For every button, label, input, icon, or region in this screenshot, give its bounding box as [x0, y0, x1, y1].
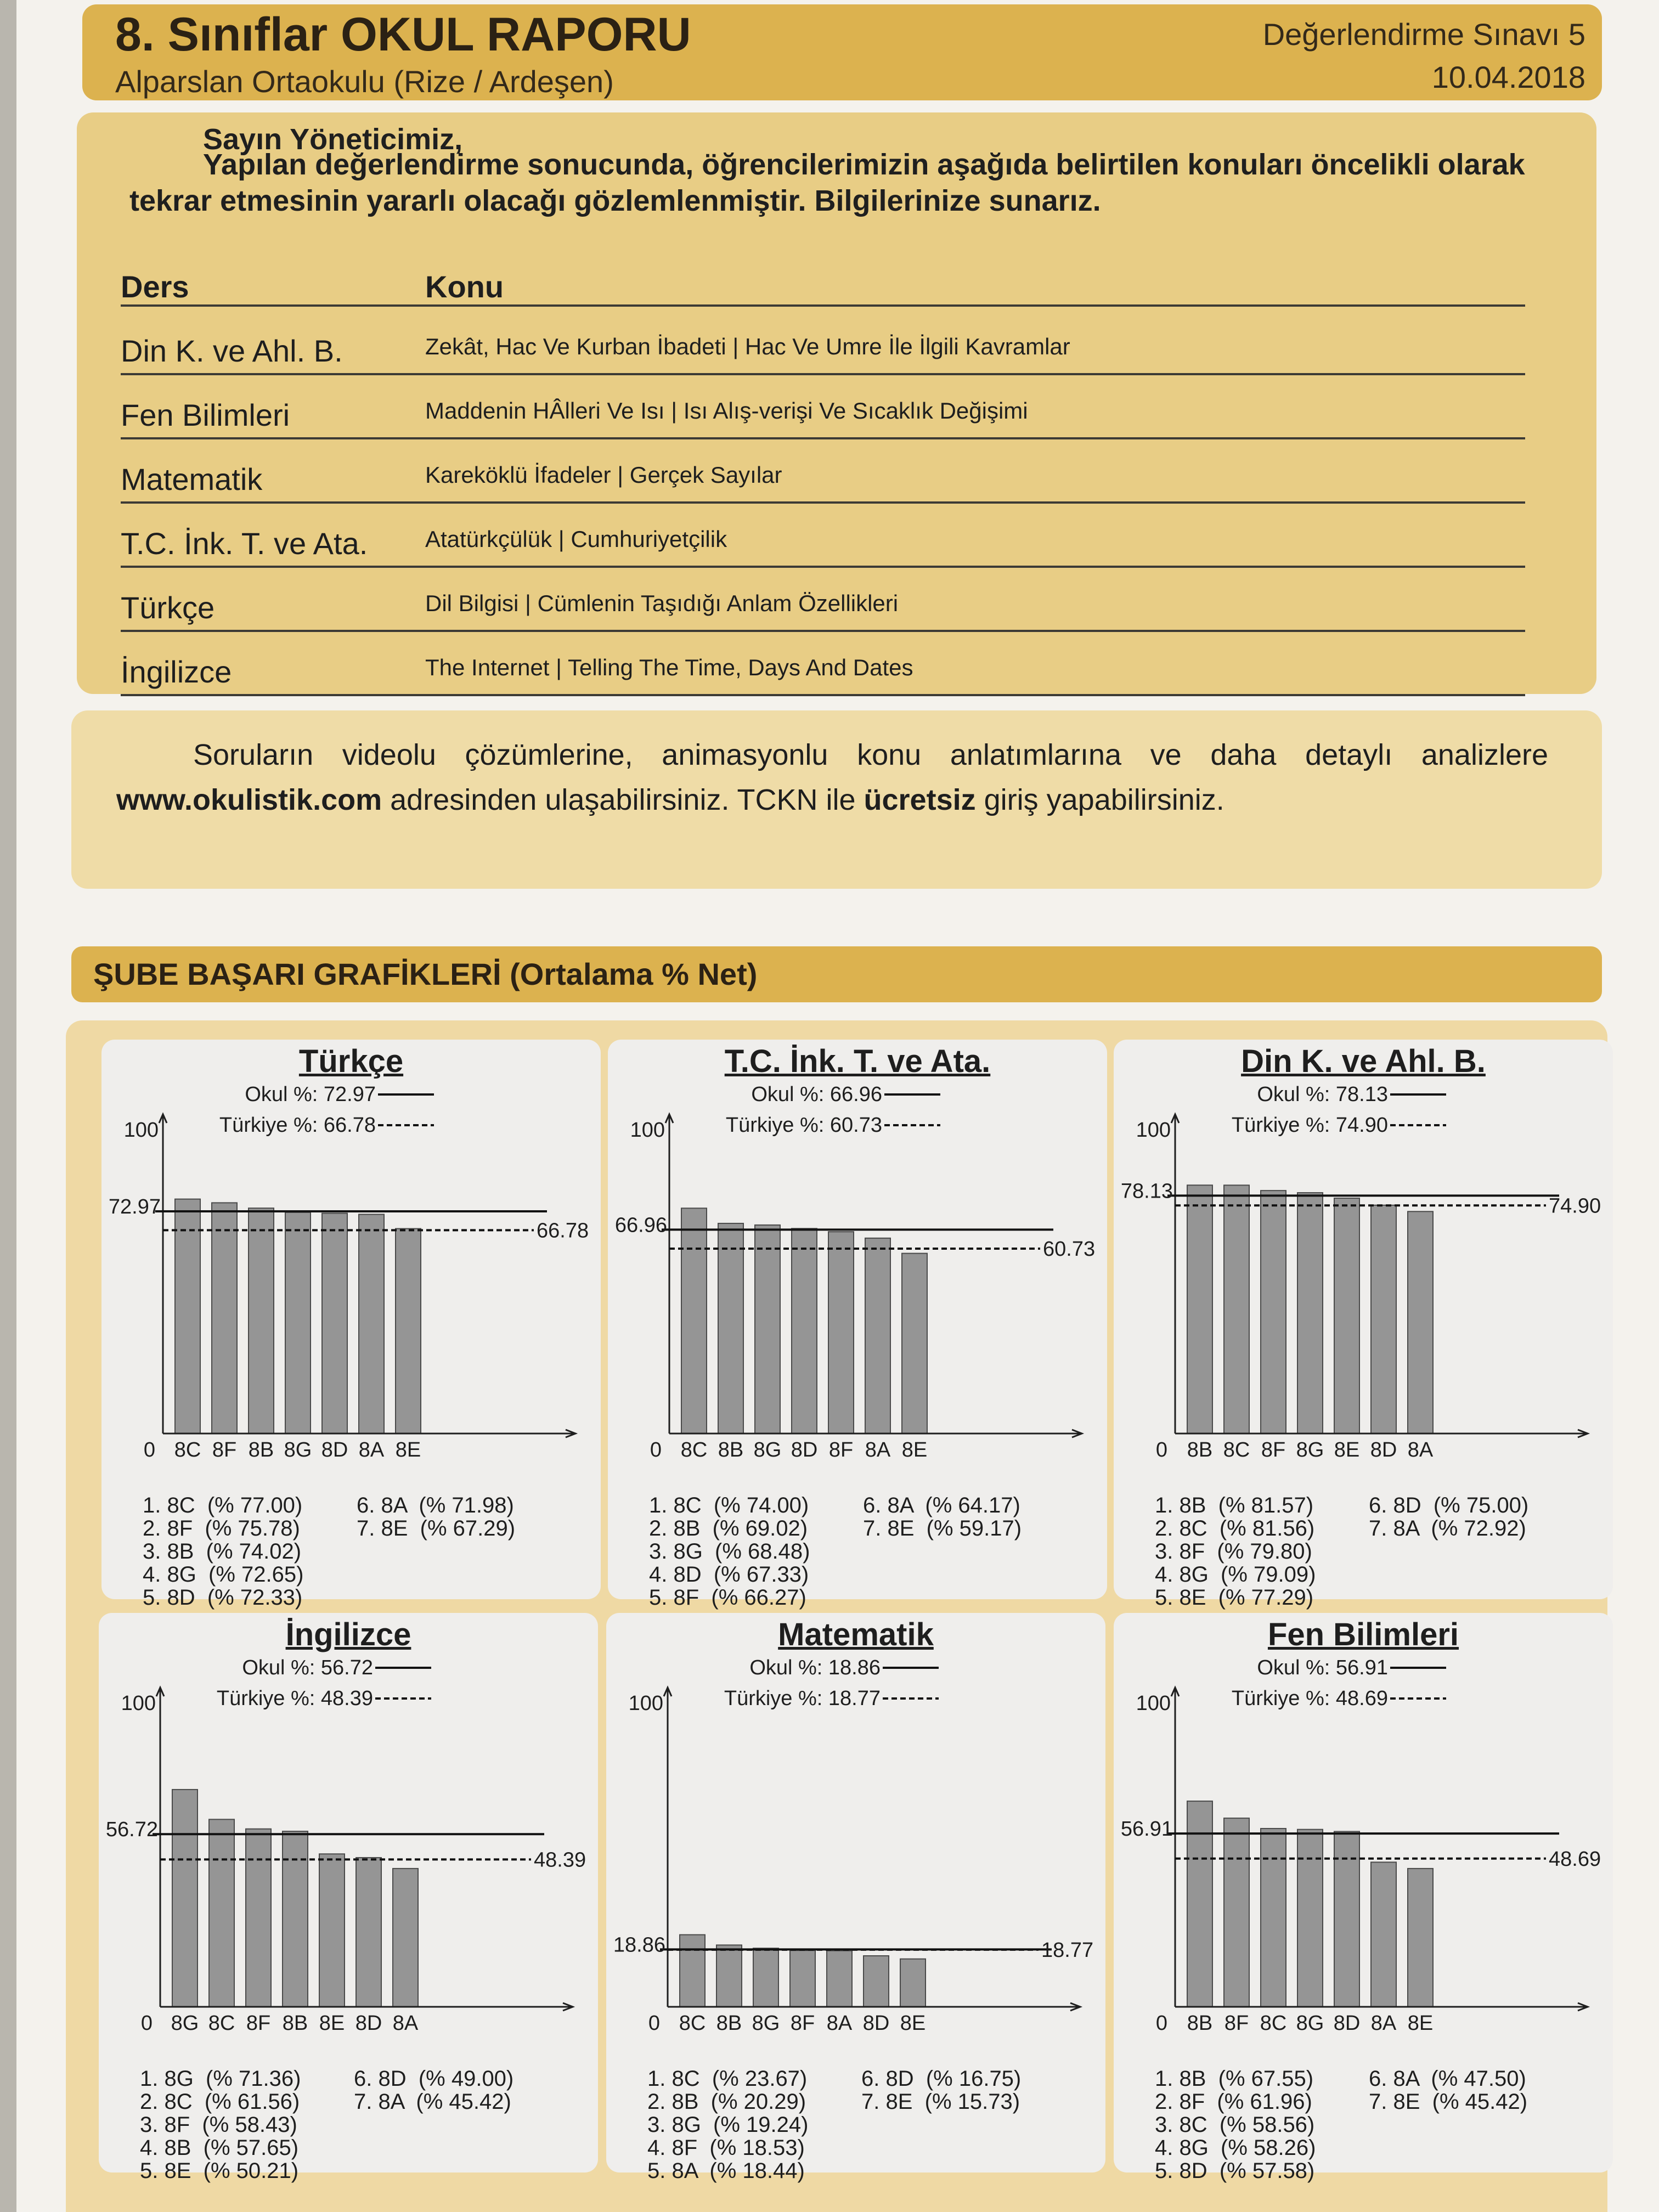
rank-item: 1. 8B (% 81.57) [1155, 1493, 1314, 1517]
rank-item: 4. 8D (% 67.33) [649, 1562, 809, 1587]
school-name: Alparslan Ortaokulu (Rize / Ardeşen) [115, 64, 614, 99]
x-tick-label: 8G [752, 2012, 780, 2035]
turkiye-average-label: 66.78 [537, 1219, 589, 1243]
turkiye-average-label: 18.77 [1041, 1938, 1094, 1962]
info-text-part: adresinden ulaşabilirsiniz. TCKN ile [382, 783, 864, 816]
okul-average-label: 18.86 [613, 1933, 665, 1957]
turkiye-average-label: 74.90 [1549, 1194, 1601, 1218]
exam-date: 10.04.2018 [1431, 60, 1585, 94]
x-tick-label: 8E [319, 2012, 345, 2035]
topic-subject: İngilizce [121, 654, 232, 689]
x-tick-label: 8A [1370, 2012, 1397, 2035]
rank-item: 4. 8G (% 79.09) [1155, 1562, 1316, 1587]
y-zero-label: 0 [140, 2012, 153, 2035]
rank-item: 1. 8G (% 71.36) [140, 2067, 301, 2091]
y-max-label: 100 [121, 1692, 156, 1715]
legend-okul-label: Okul %: 56.91 [1257, 1656, 1388, 1679]
turkiye-average-label: 60.73 [1043, 1237, 1096, 1261]
chart-panel [606, 1613, 1105, 2183]
x-tick-label: 8A [1407, 1438, 1434, 1462]
legend-turkiye-label: Türkiye %: 48.69 [1231, 1687, 1388, 1710]
topic-text: Atatürkçülük | Cumhuriyetçilik [425, 526, 727, 552]
rank-item: 1. 8C (% 74.00) [649, 1493, 809, 1517]
y-zero-label: 0 [650, 1438, 662, 1462]
turkiye-average-label: 48.39 [534, 1848, 586, 1872]
bar [359, 1215, 384, 1434]
rank-item: 6. 8A (% 71.98) [357, 1493, 514, 1517]
rank-item: 5. 8E (% 77.29) [1155, 1585, 1314, 1610]
okul-average-label: 56.91 [1120, 1818, 1173, 1841]
rank-item: 3. 8C (% 58.56) [1155, 2113, 1315, 2137]
x-tick-label: 8F [1224, 2012, 1249, 2035]
rank-list [649, 1494, 810, 1609]
bar [285, 1212, 311, 1434]
rank-item: 3. 8G (% 68.48) [649, 1539, 810, 1564]
bar [1371, 1205, 1396, 1434]
legend-okul-label: Okul %: 78.13 [1257, 1083, 1388, 1106]
bar [1297, 1193, 1323, 1434]
y-zero-label: 0 [143, 1438, 155, 1462]
topic-text: Zekât, Hac Ve Kurban İbadeti | Hac Ve Umre İle İlgili Kavramlar [425, 334, 1070, 359]
rank-item: 1. 8C (% 77.00) [143, 1493, 303, 1517]
rank-item: 6. 8A (% 47.50) [1369, 2067, 1526, 2091]
rank-item: 2. 8C (% 81.56) [1155, 1516, 1315, 1541]
topic-subject: Matematik [121, 462, 263, 496]
bar [753, 1948, 778, 2007]
exam-name: Değerlendirme Sınavı 5 [1262, 17, 1585, 52]
chart-panel [101, 1040, 601, 1610]
y-max-label: 100 [123, 1119, 159, 1142]
legend-okul-label: Okul %: 18.86 [749, 1656, 881, 1679]
x-tick-label: 8A [358, 1438, 385, 1462]
x-tick-label: 8C [208, 2012, 235, 2035]
topic-row [121, 373, 1525, 439]
x-tick-label: 8C [1223, 1438, 1250, 1462]
legend-turkiye-label: Türkiye %: 74.90 [1231, 1114, 1388, 1137]
x-tick-label: 8E [395, 1438, 421, 1462]
topic-text: Maddenin HÂlleri Ve Isı | Isı Alış-verişi Ve Sıcaklık Değişimi [425, 398, 1028, 424]
rank-list [1155, 2067, 1316, 2182]
rank-item: 2. 8B (% 69.02) [649, 1516, 808, 1541]
okul-average-label: 72.97 [108, 1195, 161, 1219]
topic-table-header [121, 266, 1525, 307]
y-zero-label: 0 [1155, 1438, 1167, 1462]
rank-list [1369, 2067, 1527, 2113]
bar [902, 1254, 927, 1434]
topic-row [121, 437, 1525, 504]
rank-item: 4. 8G (% 58.26) [1155, 2136, 1316, 2160]
bar [716, 1945, 742, 2007]
column-header-topic: Konu [425, 269, 504, 304]
notice-box [77, 112, 1596, 694]
x-tick-label: 8D [1370, 1438, 1397, 1462]
section-title: ŞUBE BAŞARI GRAFİKLERİ (Ortalama % Net) [93, 957, 758, 991]
legend-okul-label: Okul %: 66.96 [751, 1083, 882, 1106]
legend-turkiye-label: Türkiye %: 18.77 [724, 1687, 881, 1710]
rank-item: 3. 8F (% 79.80) [1155, 1539, 1312, 1564]
bar [249, 1208, 274, 1434]
bar [319, 1854, 345, 2007]
section-bar [71, 946, 1602, 1002]
bar [828, 1232, 854, 1434]
okul-average-label: 78.13 [1120, 1180, 1173, 1203]
chart-panel [1114, 1613, 1613, 2183]
rank-item: 5. 8A (% 18.44) [647, 2159, 805, 2183]
chart-title: Din K. ve Ahl. B. [1241, 1043, 1486, 1079]
bar [172, 1790, 198, 2007]
rank-list [354, 2067, 514, 2113]
bar [792, 1228, 817, 1434]
legend-okul-label: Okul %: 72.97 [245, 1083, 376, 1106]
x-tick-label: 8B [248, 1438, 274, 1462]
rank-list [143, 1494, 303, 1609]
rank-item: 4. 8F (% 18.53) [647, 2136, 805, 2160]
chart-panel [99, 1613, 598, 2183]
rank-list [357, 1494, 515, 1540]
chart-title: Matematik [778, 1617, 934, 1652]
bar [1408, 1211, 1433, 1434]
rank-item: 7. 8E (% 15.73) [861, 2090, 1020, 2114]
rank-list [861, 2067, 1021, 2113]
topic-row [121, 566, 1525, 632]
x-tick-label: 8E [1407, 2012, 1434, 2035]
topic-row [121, 630, 1525, 696]
rank-item: 7. 8E (% 59.17) [863, 1516, 1022, 1541]
okul-average-label: 66.96 [614, 1214, 667, 1237]
bar [212, 1203, 237, 1434]
rank-list [863, 1494, 1022, 1540]
info-box [71, 710, 1602, 889]
topic-subject: T.C. İnk. T. ve Ata. [121, 526, 368, 561]
topic-row [121, 309, 1525, 375]
x-tick-label: 8D [321, 1438, 348, 1462]
x-tick-label: 8B [718, 1438, 744, 1462]
info-text-part: giriş yapabilirsiniz. [975, 783, 1224, 816]
x-tick-label: 8B [282, 2012, 308, 2035]
legend-turkiye-label: Türkiye %: 48.39 [216, 1687, 373, 1710]
greeting: Sayın Yöneticimiz, [203, 123, 463, 156]
y-max-label: 100 [1136, 1692, 1171, 1715]
bar [1261, 1829, 1286, 2007]
rank-list [1155, 1494, 1316, 1609]
topic-text: Kareköklü İfadeler | Gerçek Sayılar [425, 462, 782, 488]
bar [718, 1223, 743, 1434]
x-tick-label: 8E [901, 1438, 928, 1462]
x-tick-label: 8A [826, 2012, 853, 2035]
chart-panel [1114, 1040, 1613, 1610]
bar [680, 1935, 705, 2007]
rank-list [647, 2067, 808, 2182]
rank-item: 5. 8D (% 57.58) [1155, 2159, 1315, 2183]
bar [1371, 1862, 1396, 2007]
bar [900, 1959, 926, 2007]
x-tick-label: 8D [1333, 2012, 1361, 2035]
x-tick-label: 8F [828, 1438, 854, 1462]
rank-item: 6. 8D (% 75.00) [1369, 1493, 1529, 1517]
x-tick-label: 8G [753, 1438, 782, 1462]
rank-item: 6. 8D (% 16.75) [861, 2067, 1022, 2091]
website-link[interactable]: www.okulistik.com [116, 783, 382, 816]
bar [1334, 1198, 1359, 1434]
chart-title: T.C. İnk. T. ve Ata. [724, 1043, 991, 1079]
y-max-label: 100 [630, 1119, 665, 1142]
rank-item: 7. 8A (% 72.92) [1369, 1516, 1526, 1541]
rank-item: 7. 8E (% 45.42) [1369, 2090, 1528, 2114]
x-tick-label: 8G [1296, 1438, 1324, 1462]
x-tick-label: 8D [791, 1438, 818, 1462]
y-zero-label: 0 [648, 2012, 660, 2035]
bar [246, 1829, 271, 2007]
topic-row [121, 501, 1525, 568]
x-tick-label: 8F [212, 1438, 237, 1462]
legend-turkiye-label: Türkiye %: 66.78 [219, 1114, 376, 1137]
rank-item: 6. 8A (% 64.17) [863, 1493, 1020, 1517]
topic-subject: Fen Bilimleri [121, 398, 290, 432]
legend-okul-label: Okul %: 56.72 [242, 1656, 373, 1679]
rank-item: 2. 8B (% 20.29) [647, 2090, 806, 2114]
report-page [16, 0, 1659, 2212]
y-zero-label: 0 [1155, 2012, 1167, 2035]
rank-item: 2. 8C (% 61.56) [140, 2090, 300, 2114]
rank-item: 6. 8D (% 49.00) [354, 2067, 514, 2091]
rank-item: 4. 8B (% 57.65) [140, 2136, 299, 2160]
x-tick-label: 8C [1260, 2012, 1287, 2035]
bar [356, 1858, 381, 2007]
x-tick-label: 8D [355, 2012, 382, 2035]
turkiye-average-label: 48.69 [1549, 1847, 1601, 1871]
bar [1187, 1185, 1212, 1434]
x-tick-label: 8G [284, 1438, 312, 1462]
rank-item: 1. 8C (% 23.67) [647, 2067, 808, 2091]
topic-subject: Din K. ve Ahl. B. [121, 334, 343, 368]
rank-item: 3. 8B (% 74.02) [143, 1539, 302, 1564]
y-max-label: 100 [628, 1692, 663, 1715]
x-tick-label: 8A [392, 2012, 419, 2035]
bar [790, 1950, 815, 2007]
notice-text: Yapılan değerlendirme sonucunda, öğrencilerimizin aşağıda belirtilen konuları öncelikli olarak tekrar etmesinin yararlı olacağı gözlemlenmiştir. Bilgilerinize sunarız. [129, 148, 1525, 217]
rank-item: 7. 8E (% 67.29) [357, 1516, 516, 1541]
rank-item: 4. 8G (% 72.65) [143, 1562, 304, 1587]
bar [393, 1869, 418, 2007]
chart-title: İngilizce [285, 1617, 411, 1652]
topic-subject: Türkçe [121, 590, 215, 625]
rank-item: 1. 8B (% 67.55) [1155, 2067, 1314, 2091]
free-label: ücretsiz [864, 783, 976, 816]
bar [681, 1208, 707, 1434]
chart-panel [608, 1040, 1107, 1610]
rank-item: 5. 8E (% 50.21) [140, 2159, 299, 2183]
x-tick-label: 8E [1334, 1438, 1360, 1462]
column-header-subject: Ders [121, 269, 189, 304]
bar [1224, 1185, 1249, 1434]
info-text-part: Soruların videolu çözümlerine, animasyonlu konu anlatımlarına ve daha detaylı analizlere [193, 738, 1548, 771]
legend-turkiye-label: Türkiye %: 60.73 [725, 1114, 882, 1137]
rank-item: 2. 8F (% 61.96) [1155, 2090, 1312, 2114]
bar [396, 1229, 421, 1434]
rank-item: 5. 8F (% 66.27) [649, 1585, 806, 1610]
bar [755, 1225, 780, 1434]
x-tick-label: 8F [246, 2012, 271, 2035]
bar [1408, 1869, 1433, 2007]
x-tick-label: 8C [174, 1438, 201, 1462]
rank-item: 7. 8A (% 45.42) [354, 2090, 511, 2114]
bar [1224, 1818, 1249, 2007]
chart-title: Fen Bilimleri [1267, 1617, 1459, 1652]
rank-item: 3. 8F (% 58.43) [140, 2113, 297, 2137]
y-max-label: 100 [1136, 1119, 1171, 1142]
bar [827, 1951, 852, 2007]
rank-list [140, 2067, 301, 2182]
bar [209, 1819, 234, 2007]
report-title: 8. Sınıflar OKUL RAPORU [115, 8, 691, 61]
bar [1297, 1830, 1323, 2007]
x-tick-label: 8B [1187, 2012, 1213, 2035]
x-tick-label: 8B [716, 2012, 742, 2035]
info-text [116, 732, 1548, 822]
x-tick-label: 8C [679, 2012, 706, 2035]
chart-area [66, 1020, 1607, 2212]
x-tick-label: 8A [865, 1438, 891, 1462]
bar [1187, 1801, 1212, 2007]
chart-title: Türkçe [298, 1043, 404, 1079]
bar [865, 1238, 890, 1434]
x-tick-label: 8G [171, 2012, 199, 2035]
x-tick-label: 8D [862, 2012, 890, 2035]
x-tick-label: 8B [1187, 1438, 1213, 1462]
rank-item: 3. 8G (% 19.24) [647, 2113, 809, 2137]
topic-text: Dil Bilgisi | Cümlenin Taşıdığı Anlam Özellikleri [425, 590, 899, 616]
x-tick-label: 8C [680, 1438, 708, 1462]
okul-average-label: 56.72 [105, 1818, 158, 1842]
topic-text: The Internet | Telling The Time, Days And Dates [425, 654, 913, 680]
x-tick-label: 8E [900, 2012, 926, 2035]
report-header [82, 4, 1602, 100]
bar [1261, 1190, 1286, 1434]
x-tick-label: 8F [1261, 1438, 1286, 1462]
rank-item: 5. 8D (% 72.33) [143, 1585, 303, 1610]
x-tick-label: 8G [1296, 2012, 1324, 2035]
x-tick-label: 8F [790, 2012, 815, 2035]
bar [283, 1831, 308, 2007]
bar [175, 1199, 200, 1434]
bar [322, 1214, 347, 1434]
rank-item: 2. 8F (% 75.78) [143, 1516, 300, 1541]
rank-list [1369, 1494, 1528, 1540]
bar [864, 1956, 889, 2007]
